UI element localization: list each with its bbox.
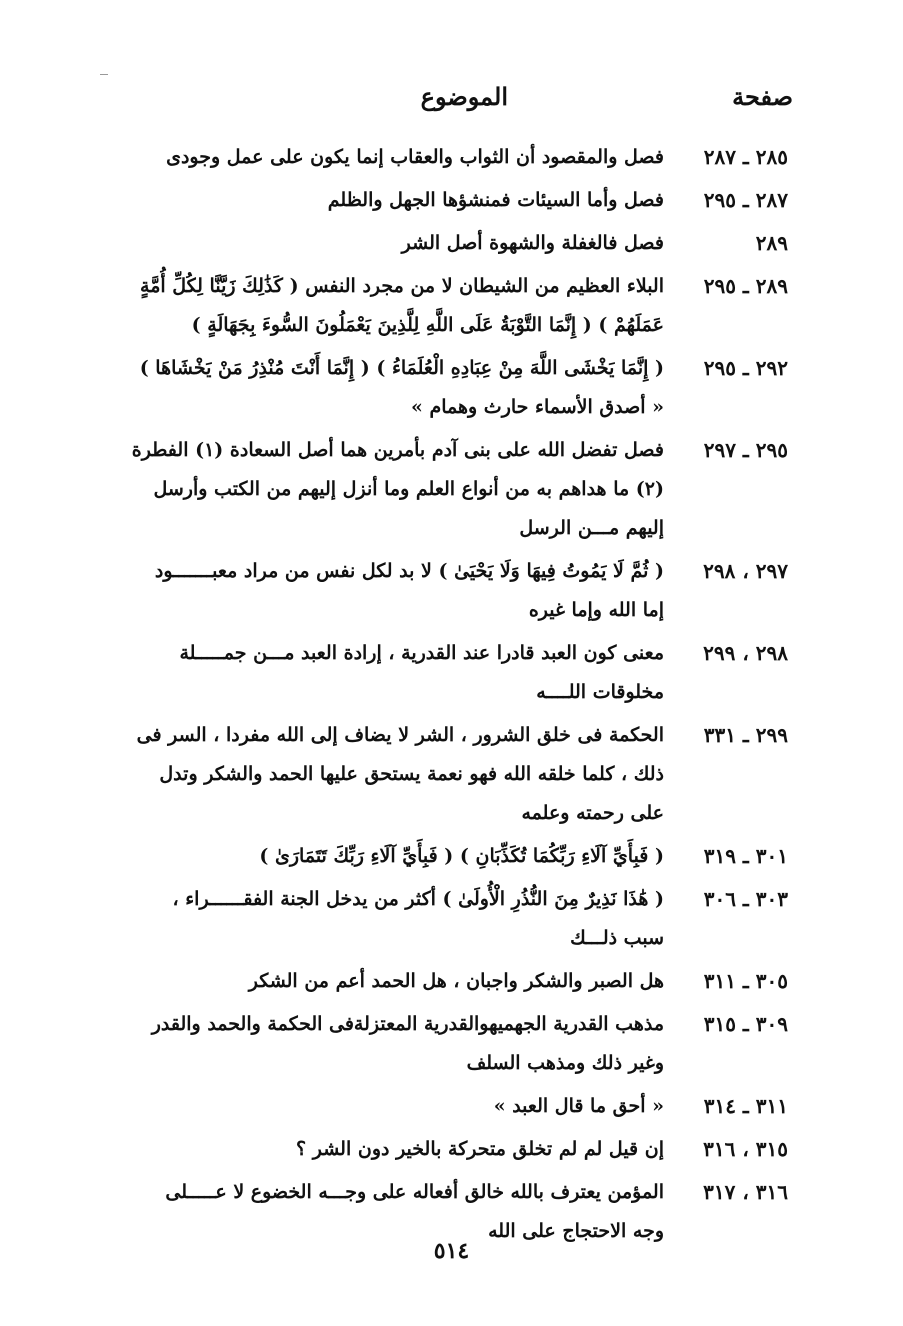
entry-topic: [82, 1005, 664, 1083]
contents-entry: [82, 634, 788, 712]
entry-topic-line: البلاء العظيم من الشيطان لا من مجرد النفس ( كَذَٰلِكَ زَيَّنَّا لِكُلِّ أُمَّةٍ: [140, 275, 664, 297]
entry-topic: [82, 1087, 664, 1126]
entry-topic: [82, 349, 664, 427]
entry-topic-line: إما الله وإما غيره: [528, 599, 664, 621]
entry-topic-line: سبب ذلـــك: [570, 927, 664, 949]
contents-entry: [82, 837, 788, 876]
entry-topic-line: (٢) ما هداهم به من أنواع العلم وما أنزل إليهم من الكتب وأرسل: [153, 478, 664, 500]
entry-topic: [82, 962, 664, 1001]
entry-page-range: ٢٩٨ ، ٢٩٩: [703, 641, 788, 665]
entry-topic-line: مخلوقات اللــــه: [536, 681, 664, 703]
entry-topic: [82, 431, 664, 548]
entry-page-range: ٣١٥ ، ٣١٦: [703, 1137, 788, 1161]
entry-topic-line: معنى كون العبد قادرا عند القدرية ، إرادة العبد مـــن جمـــــلة: [179, 642, 664, 664]
entry-topic-line: عَمَلَهُمْ ) ( إِنَّمَا التَّوْبَةُ عَلَى اللَّهِ لِلَّذِينَ يَعْمَلُونَ السُّوءَ بِجَهَالَةٍ ): [191, 314, 664, 336]
entry-topic-line: فصل والمقصود أن الثواب والعقاب إنما يكون على عمل وجودى: [166, 146, 664, 168]
entry-topic-line: على رحمته وعلمه: [521, 802, 664, 824]
entry-page-range: ٣١٦ ، ٣١٧: [703, 1180, 788, 1204]
entry-topic: [82, 634, 664, 712]
entry-topic-line: مذهب القدرية الجهميهوالقدرية المعتزلةفى الحكمة والحمد والقدر: [151, 1013, 664, 1035]
entry-topic-line: إليهم مـــن الرسل: [519, 517, 664, 539]
contents-entry: [82, 1087, 788, 1126]
entry-topic: [82, 138, 664, 177]
page-column-heading: صفحة: [732, 82, 793, 111]
entry-topic-line: الحكمة فى خلق الشرور ، الشر لا يضاف إلى الله مفردا ، السر فى: [136, 724, 664, 746]
contents-entry: [82, 880, 788, 958]
contents-entry: [82, 349, 788, 427]
table-header: [60, 82, 793, 118]
contents-entry: [82, 1005, 788, 1083]
entry-topic: [82, 181, 664, 220]
entry-topic-line: فصل وأما السيئات فمنشؤها الجهل والظلم: [327, 189, 664, 211]
contents-entry: [82, 267, 788, 345]
entry-topic: [82, 837, 664, 876]
contents-entry: [82, 181, 788, 220]
scan-mark: [100, 74, 108, 75]
entry-topic-line: « أحق ما قال العبد »: [493, 1095, 664, 1117]
entry-topic: [82, 716, 664, 833]
contents-list: [82, 138, 788, 1255]
entry-page-range: ٢٩٢ ـ ٢٩٥: [703, 356, 788, 380]
entry-topic-line: إن قيل لم لم تخلق متحركة بالخير دون الشر ؟: [296, 1138, 664, 1160]
contents-entry: [82, 431, 788, 548]
entry-topic-line: وجه الاحتجاج على الله: [488, 1220, 664, 1242]
entry-topic-line: هل الصبر والشكر واجبان ، هل الحمد أعم من الشكر: [248, 970, 664, 992]
entry-page-range: ٣٠٥ ـ ٣١١: [703, 969, 788, 993]
entry-topic: [82, 552, 664, 630]
contents-entry: [82, 224, 788, 263]
page-number: ٥١٤: [433, 1238, 470, 1264]
entry-topic-line: ( إِنَّمَا يَخْشَى اللَّهَ مِنْ عِبَادِهِ الْعُلَمَاءُ ) ( إِنَّمَا أَنْتَ مُنْذِرُ مَنْ يَخْشَاهَا ): [139, 357, 664, 379]
entry-topic: [82, 267, 664, 345]
entry-topic: [82, 1130, 664, 1169]
entry-topic-line: ( هَٰذَا نَذِيرٌ مِنَ النُّذُرِ الْأُولَىٰ ) أكثر من يدخل الجنة الفقــــــراء ،: [172, 888, 664, 910]
entry-page-range: ٣٠٩ ـ ٣١٥: [703, 1012, 788, 1036]
entry-page-range: ٢٨٥ ـ ٢٨٧: [703, 145, 788, 169]
entry-topic-line: ( ثُمَّ لَا يَمُوتُ فِيهَا وَلَا يَحْيَىٰ ) لا بد لكل نفس من مراد معبـــــــود: [154, 560, 664, 582]
contents-entry: [82, 138, 788, 177]
entry-topic-line: ذلك ، كلما خلقه الله فهو نعمة يستحق عليها الحمد والشكر وتدل: [159, 763, 664, 785]
entry-page-range: ٣١١ ـ ٣١٤: [703, 1094, 788, 1118]
entry-topic-line: فصل فالغفلة والشهوة أصل الشر: [401, 232, 664, 254]
contents-entry: [82, 716, 788, 833]
entry-page-range: ٢٨٩ ـ ٢٩٥: [703, 274, 788, 298]
entry-topic-line: المؤمن يعترف بالله خالق أفعاله على وجـــه الخضوع لا عـــــلى: [165, 1181, 664, 1203]
entry-topic-line: « أصدق الأسماء حارث وهمام »: [410, 396, 664, 418]
entry-page-range: ٢٩٧ ، ٢٩٨: [703, 559, 788, 583]
entry-page-range: ٢٩٥ ـ ٢٩٧: [703, 438, 788, 462]
contents-entry: [82, 1130, 788, 1169]
contents-entry: [82, 552, 788, 630]
entry-topic: [82, 224, 664, 263]
entry-topic: [82, 880, 664, 958]
topic-column-heading: الموضوع: [420, 82, 508, 111]
entry-topic-line: ( فَبِأَيِّ آلَاءِ رَبِّكُمَا تُكَذِّبَانِ ) ( فَبِأَيِّ آلَاءِ رَبِّكَ تَتَمَارَىٰ ): [259, 845, 664, 867]
entry-topic-line: وغير ذلك ومذهب السلف: [466, 1052, 664, 1074]
entry-page-range: ٣٠١ ـ ٣١٩: [703, 844, 788, 868]
entry-topic-line: فصل تفضل الله على بنى آدم بأمرين هما أصل السعادة (١) الفطرة: [131, 439, 664, 461]
contents-entry: [82, 962, 788, 1001]
entry-page-range: ٢٨٩: [755, 231, 788, 255]
entry-page-range: ٢٨٧ ـ ٢٩٥: [703, 188, 788, 212]
entry-page-range: ٣٠٣ ـ ٣٠٦: [703, 887, 788, 911]
entry-page-range: ٢٩٩ ـ ٣٣١: [703, 723, 788, 747]
